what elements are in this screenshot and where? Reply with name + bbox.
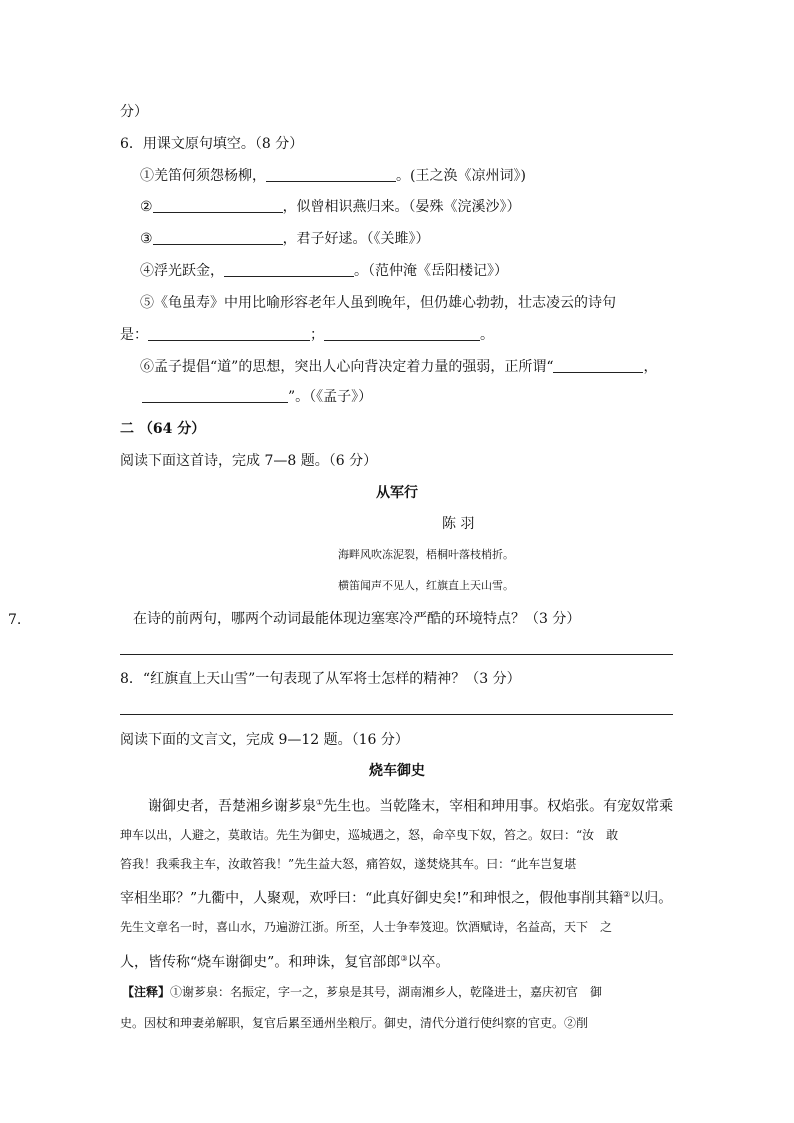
note-label: 【注释】 xyxy=(122,985,171,999)
q6-item-1 xyxy=(140,167,526,185)
poem-title: 从军行 xyxy=(376,485,418,501)
prose-line-4 xyxy=(120,886,672,908)
q6-item-1-suffix: 。(王之涣《凉州词》) xyxy=(396,168,526,184)
prose-line-4-a: 宰相坐耶？”九衢中，人聚观，欢呼曰：“此真好御史矣!”和珅恨之，假他事削其籍 xyxy=(120,890,624,907)
q6-item-3 xyxy=(140,230,430,248)
q6-item-6-text: ⑥孟子提倡“道”的思想，突出人心向背决定着力量的强弱，正所谓“ xyxy=(140,359,554,375)
q5-tail: 分） xyxy=(120,104,148,120)
q6-item-2 xyxy=(140,198,521,216)
prose-line-6-b: 以卒。 xyxy=(407,954,450,971)
q6-item-5-suffix: 。 xyxy=(480,327,494,343)
prose-line-4-b: 以归。 xyxy=(630,890,673,907)
prose-line-3: 笞我！我乘我主车，汝敢笞我！”先生益大怒，痛笞奴，遂焚烧其车。曰：“此车岂复堪 xyxy=(120,857,577,871)
q6-heading: 6．用课文原句填空。（8 分） xyxy=(120,136,304,152)
prose-line-1-a: 谢御史者，吾楚湘乡谢芗泉 xyxy=(148,798,316,815)
note-line-1 xyxy=(122,983,602,1001)
q6-item-1-blank[interactable] xyxy=(266,167,396,182)
prose-line-5: 先生文章名一时，喜山水，乃遍游江浙。所至，人士争奉笈迎。饮酒赋诗，名益高，天下 之 xyxy=(120,920,613,934)
q6-item-4-blank[interactable] xyxy=(224,262,354,277)
q6-item-4-suffix: 。（范仲淹《岳阳楼记》） xyxy=(354,263,508,279)
poem-line-2: 横笛闻声不见人，红旗直上天山雪。 xyxy=(338,579,514,592)
q6-item-2-blank[interactable] xyxy=(153,198,283,213)
q6-item-6-comma: ， xyxy=(643,359,658,375)
footnote-ref-3: ③ xyxy=(400,954,408,963)
q6-item-1-prefix: ①羌笛何须怨杨柳， xyxy=(140,168,266,184)
prose-line-6 xyxy=(120,950,450,972)
note-1-text: ①谢芗泉：名振定，字一之，芗泉是其号，湖南湘乡人，乾隆进士，嘉庆初官 御 xyxy=(170,985,603,999)
q6-item-5-prefix: 是： xyxy=(120,327,148,343)
prose-line-1 xyxy=(148,794,673,816)
poem-line-1: 海畔风吹冻泥裂，梧桐叶落枝梢折。 xyxy=(338,548,514,561)
footnote-ref-2: ② xyxy=(623,890,631,899)
q6-item-5-line1: ⑤《龟虽寿》中用比喻形容老年人虽到晚年，但仍雄心勃勃，壮志凌云的诗句 xyxy=(140,295,616,311)
q6-item-6-line2 xyxy=(142,388,372,406)
q6-item-2-suffix: ，似曾相识燕归来。（晏殊《浣溪沙》） xyxy=(282,199,521,215)
q7-answer-line[interactable] xyxy=(120,654,673,655)
q6-item-5-separator: ； xyxy=(310,327,324,343)
prose-line-1-b: 先生也。当乾隆末，宰相和珅用事。权焰张。有宠奴常乘 xyxy=(323,798,674,815)
poem-instruction: 阅读下面这首诗，完成 7—8 题。（6 分） xyxy=(120,453,378,469)
section-2-heading: 二 （64 分） xyxy=(120,421,206,437)
q7-text: 在诗的前两句，哪两个动词最能体现边塞寒冷严酷的环境特点？（3 分） xyxy=(133,611,581,627)
note-line-2: 史。因杖和珅妻弟解职，复官后累至通州坐粮厅。御史，清代分道行使纠察的官吏。②削 xyxy=(120,1016,589,1030)
q6-item-5-line2 xyxy=(120,326,494,344)
q6-item-3-suffix: ，君子好逑。（《关雎》） xyxy=(282,231,430,247)
q7-number: 7. xyxy=(8,612,22,628)
q6-item-4-prefix: ④浮光跃金， xyxy=(140,263,224,279)
q6-item-6-blank-a[interactable] xyxy=(553,358,643,373)
q6-item-3-blank[interactable] xyxy=(153,230,283,245)
q6-item-3-prefix: ③ xyxy=(140,231,153,247)
prose-instruction: 阅读下面的文言文，完成 9—12 题。（16 分） xyxy=(120,732,409,748)
poem-author: 陈 羽 xyxy=(442,516,475,532)
prose-title: 烧车御史 xyxy=(369,763,425,779)
q8-answer-line[interactable] xyxy=(120,714,673,715)
q6-item-6-line1 xyxy=(140,358,657,376)
q8-text: 8．“红旗直上天山雪”一句表现了从军将士怎样的精神？（3 分） xyxy=(120,671,521,687)
q6-item-6-blank-b[interactable] xyxy=(142,388,288,403)
footnote-ref-1: ① xyxy=(316,798,324,807)
q6-item-5-blank-a[interactable] xyxy=(148,326,310,341)
prose-line-6-a: 人，皆传称“烧车谢御史”。和珅诛，复官部郎 xyxy=(120,954,401,971)
q6-item-4 xyxy=(140,262,508,280)
prose-line-2: 珅车以出，人避之，莫敢诘。先生为御史，巡城遇之，怒，命卒曳下奴，笞之。奴曰：“汝 敢 xyxy=(120,828,619,842)
q6-item-2-prefix: ② xyxy=(140,199,153,215)
q6-item-5-blank-b[interactable] xyxy=(324,326,480,341)
q6-item-6-suffix: ”。（《孟子》） xyxy=(288,389,373,405)
